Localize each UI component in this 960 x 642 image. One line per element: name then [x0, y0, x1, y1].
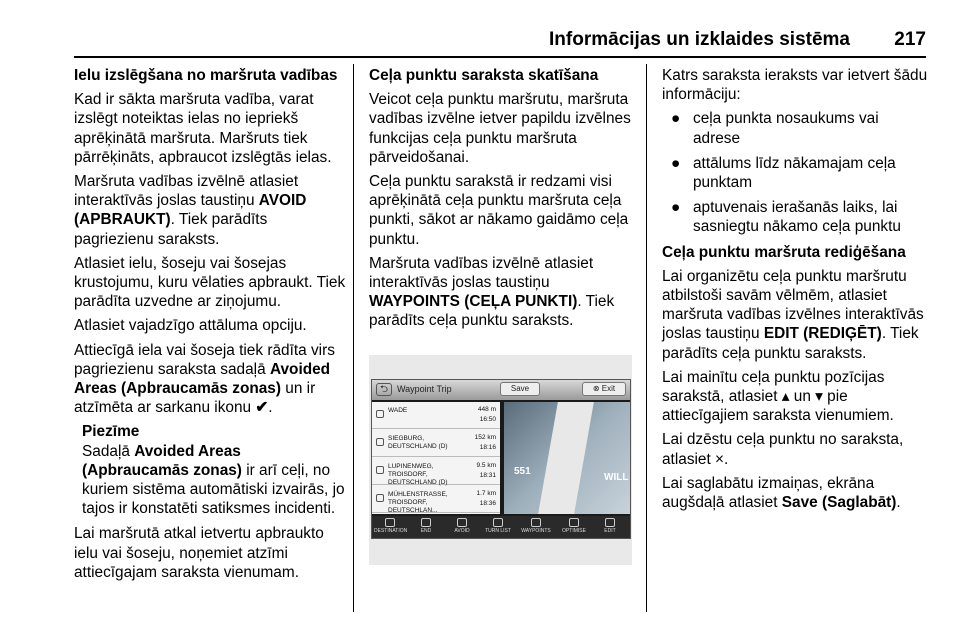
waypoint-time: 18:36: [479, 499, 496, 507]
screen-title: Waypoint Trip: [397, 383, 452, 394]
screen-save-button: Save: [500, 382, 540, 396]
screen-frame: [371, 379, 631, 539]
paragraph: Veicot ceļa punktu maršrutu, maršruta vadības izvēlne ietver papildu izvēlnes funkcijas ceļa punktu maršruta pārveidošanai.: [369, 91, 631, 166]
waypoint-name: SIEGBURG, DEUTSCHLAND (D): [388, 434, 448, 450]
waypoint-name: MÜHLENSTRASSE, TROISDORF, DEUTSCHLAN...: [388, 490, 448, 514]
waypoint-distance: 448 m: [477, 405, 496, 413]
waypoint-time: 16:50: [479, 415, 496, 423]
text: .: [896, 494, 901, 512]
bullet-icon: ●: [671, 154, 681, 172]
waypoint-icon: [376, 410, 384, 418]
screen-button-optimise: [558, 518, 590, 536]
screen-button-label: OPTIMISE: [562, 527, 586, 534]
paragraph: [74, 341, 346, 418]
paragraph: Atlasiet ielu, šoseju vai šosejas krustojumu, kuru vēlaties apbraukt. Tiek parādīta uzvedne ar ziņojumu.: [74, 254, 346, 311]
button-reference-avoid: AVOID (APBRAUKT): [74, 192, 307, 229]
text: un ir atzīmēta ar sarkanu ikonu: [74, 380, 316, 417]
avoid-icon: [457, 518, 467, 527]
screen-button-label: END: [420, 527, 432, 534]
list-item: [372, 458, 500, 485]
text: ir arī ceļi, no kuriem sistēma automātiski izvairās, jo tajos ir konstatēti satiksmes incidenti.: [82, 461, 345, 518]
screen-button-label: TURN LIST: [485, 527, 511, 534]
section-heading-edit-waypoints: Ceļa punktu maršruta rediģēšana: [662, 243, 906, 261]
screen-button-label: EDIT: [604, 527, 616, 534]
checkmark-icon: ✔: [255, 399, 269, 417]
paragraph: Lai maršrutā atkal ietvertu apbraukto ielu vai šoseju, noņemiet atzīmi attiecīgajam saraksta vienumam.: [74, 525, 324, 581]
bullet-text: aptuvenais ierašanās laiks, lai sasniegtu nākamo ceļa punktu: [693, 199, 901, 236]
section-heading-waypoint-list: Ceļa punktu saraksta skatīšana: [369, 67, 599, 84]
note-title: Piezīme: [82, 423, 140, 441]
waypoints-icon: [531, 518, 541, 527]
button-reference-save: Save (Saglabāt): [781, 494, 897, 512]
end-icon: [421, 518, 431, 527]
paragraph: Ceļa punktu sarakstā ir redzami visi aprēķinātā ceļa punktu maršruta ceļa punkti, sākot ar nākamo gaidāmo ceļa punktu.: [369, 173, 629, 248]
list-item: [662, 109, 928, 147]
waypoint-icon: [376, 438, 384, 446]
map-road: [538, 402, 594, 514]
waypoint-name: LUPINENWEG, TROISDORF, DEUTSCHLAND (D): [388, 462, 448, 486]
list-item: [662, 198, 928, 236]
running-header-title: Informācijas un izklaides sistēma: [549, 29, 850, 50]
column-divider-1: [353, 64, 354, 612]
screen-button-label: DESTINATION: [374, 527, 408, 534]
button-reference-waypoints: WAYPOINTS (CEĻA PUNKTI): [369, 293, 578, 311]
destination-icon: [385, 518, 395, 527]
paragraph: Katrs saraksta ieraksts var ietvert šādu informāciju:: [662, 67, 928, 104]
arrow-up-icon: ▴: [781, 388, 790, 406]
section-heading-avoid-streets: Ielu izslēgšana no maršruta vadības: [74, 67, 338, 84]
text: Lai dzēstu ceļa punktu no saraksta, atlasiet: [662, 431, 904, 468]
paragraph: [662, 267, 928, 363]
edit-icon: [605, 518, 615, 527]
info-bullet-list: [662, 109, 928, 236]
screen-top-bar: [372, 380, 630, 400]
text: Lai organizētu ceļa punktu maršrutu atbilstoši savām vēlmēm, atlasiet maršruta vadības izvēlnes interaktīvās joslas taustiņu: [662, 267, 924, 343]
header-rule: [74, 56, 926, 58]
paragraph: [662, 430, 928, 468]
screen-button-end: [410, 518, 442, 536]
text: Maršruta vadības izvēlnē atlasiet interaktīvās joslas taustiņu: [74, 173, 299, 210]
waypoint-distance: 152 km: [474, 433, 496, 441]
list-item: [372, 486, 500, 513]
waypoint-icon: [376, 466, 384, 474]
paragraph: Kad ir sākta maršruta vadība, varat izslēgt noteiktas ielas no iepriekš aprēķinātā maršruta. Maršruts tiek pārrēķināts, apbraucot izslēgtās ielas.: [74, 91, 332, 166]
screen-button-destination: [374, 518, 406, 536]
bullet-text: ceļa punkta nosaukums vai adrese: [693, 110, 879, 147]
note-box: [74, 422, 346, 518]
column-divider-2: [646, 64, 647, 612]
button-reference-edit: EDIT (REDIĢĒT): [763, 325, 882, 343]
waypoint-time: 18:31: [479, 471, 496, 479]
note-text: [82, 442, 346, 519]
waypoint-trip-screenshot: [369, 355, 632, 565]
paragraph: [369, 254, 637, 331]
text: . Tiek parādīts ceļa punktu saraksts.: [369, 293, 615, 330]
list-item: [372, 430, 500, 457]
column-3: [662, 66, 928, 517]
screen-button-waypoints: [520, 518, 552, 536]
screen-exit-label: Exit: [601, 383, 616, 393]
waypoint-icon: [376, 494, 384, 502]
screen-button-edit: [594, 518, 626, 536]
text: Maršruta vadības izvēlnē atlasiet interaktīvās joslas taustiņu: [369, 254, 594, 292]
waypoint-name: WADE: [388, 406, 408, 414]
text: .: [724, 450, 729, 468]
waypoint-distance: 1.7 km: [476, 489, 496, 497]
column-2: [369, 66, 637, 565]
menu-reference-avoided-areas: Avoided Areas (Apbraucamās zonas): [74, 360, 331, 398]
bullet-icon: ●: [671, 110, 681, 128]
waypoint-list: [372, 402, 500, 514]
arrow-down-icon: ▾: [815, 388, 823, 406]
paragraph: [74, 172, 346, 249]
back-arrow-icon: ⮌: [376, 383, 392, 396]
close-icon: ×: [715, 450, 725, 468]
text: pie attiecīgajiem saraksta vienumiem.: [662, 388, 894, 425]
bullet-text: attālums līdz nākamajam ceļa punktam: [693, 154, 896, 192]
optimise-icon: [569, 518, 579, 527]
paragraph: Atlasiet vajadzīgo attāluma opciju.: [74, 317, 307, 335]
screen-button-label: AVOID: [454, 527, 470, 534]
page-number: 217: [894, 29, 926, 50]
paragraph: [662, 368, 928, 426]
list-item: [372, 402, 500, 429]
list-item: [662, 154, 928, 192]
waypoint-distance: 9.5 km: [476, 461, 496, 469]
text: un: [789, 388, 816, 406]
text: . Tiek parādīts pagriezienu saraksts.: [74, 211, 268, 248]
screen-interaction-bar: [372, 516, 630, 538]
turn-list-icon: [493, 518, 503, 527]
bullet-icon: ●: [671, 199, 681, 217]
text: Sadaļā: [82, 442, 135, 460]
map-view: [504, 402, 630, 514]
text: . Tiek parādīts ceļa punktu saraksts.: [662, 325, 919, 362]
screen-button-turn-list: [482, 518, 514, 536]
column-1: [74, 66, 346, 587]
waypoint-time: 18:16: [479, 443, 496, 451]
screen-exit-button: ⊗ Exit: [582, 382, 626, 396]
map-label: 551: [514, 465, 531, 477]
screen-button-label: WAYPOINTS: [521, 527, 551, 534]
screen-button-avoid: [446, 518, 478, 536]
text: .: [268, 399, 273, 417]
menu-reference-avoided-areas: Avoided Areas (Apbraucamās zonas): [82, 442, 242, 479]
text: Lai mainītu ceļa punktu pozīcijas sarakstā, atlasiet: [662, 368, 885, 406]
map-label: WILL: [604, 471, 629, 483]
paragraph: [662, 474, 928, 512]
text: Attiecīgā iela vai šoseja tiek rādīta virs pagriezienu saraksta sadaļā: [74, 341, 335, 378]
text: Lai saglabātu izmaiņas, ekrāna augšdaļā atlasiet: [662, 474, 875, 512]
